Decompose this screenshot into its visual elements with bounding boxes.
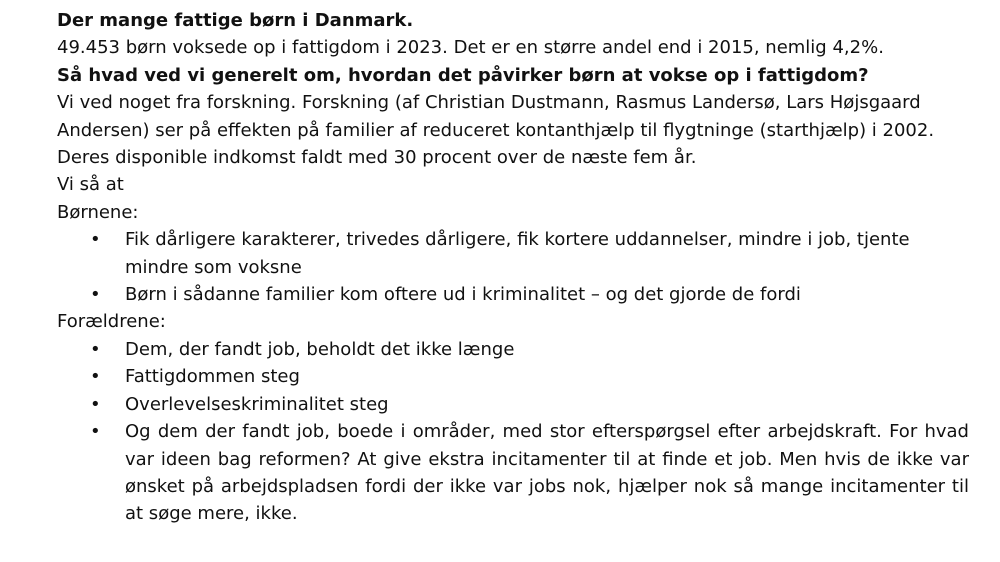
- heading-question: Så hvad ved vi generelt om, hvordan det påvirker børn at vokse op i fattigdom?: [57, 64, 869, 86]
- parents-label: Forældrene:: [57, 311, 166, 333]
- children-label: Børnene:: [57, 201, 139, 223]
- bullet-icon: •: [90, 421, 101, 443]
- list-item-text: Og dem der fandt job, boede i områder, med stor efterspørgsel efter arbejdskraft. For hvad var ideen bag reformen? At give ekstra incitamenter til at finde et job. Men hvis de ikke var ønsket på arbejdspladsen fordi der ikke var jobs nok, hjælper nok så mange incitamenter til at søge mere, ikke.: [125, 421, 969, 525]
- bullet-icon: •: [90, 393, 101, 415]
- statistic-line: 49.453 børn voksede op i fattigdom i 2023. Det er en større andel end i 2015, nemlig 4,2%.: [57, 37, 884, 59]
- heading-poverty: Der mange fattige børn i Danmark.: [57, 10, 414, 31]
- list-item: [57, 336, 969, 363]
- research-line-3: Deres disponible indkomst faldt med 30 procent over de næste fem år.: [57, 147, 697, 169]
- parents-list: [57, 336, 977, 528]
- list-item: [57, 226, 969, 281]
- list-item-text: Dem, der fandt job, beholdt det ikke længe: [125, 338, 515, 360]
- list-item-text: Overlevelseskriminalitet steg: [125, 393, 389, 415]
- bullet-icon: •: [90, 229, 101, 251]
- list-item-text: Fattigdommen steg: [125, 366, 300, 388]
- list-item-text: Børn i sådanne familier kom oftere ud i kriminalitet – og det gjorde de fordi: [125, 284, 801, 306]
- bullet-icon: •: [90, 366, 101, 388]
- list-item: [57, 391, 969, 418]
- bullet-icon: •: [90, 284, 101, 306]
- list-item-text: Fik dårligere karakterer, trivedes dårligere, fik kortere uddannelser, mindre i job, tjente mindre som voksne: [125, 229, 910, 278]
- findings-intro: Vi så at: [57, 174, 124, 196]
- research-line-1: Vi ved noget fra forskning. Forskning (af Christian Dustmann, Rasmus Landersø, Lars Højsgaard: [57, 92, 921, 114]
- list-item: [57, 363, 969, 390]
- document-body: [57, 7, 977, 528]
- list-item: [57, 281, 969, 308]
- research-line-2: Andersen) ser på effekten på familier af reduceret kontanthjælp til flygtninge (starthjælp) i 2002.: [57, 119, 935, 141]
- children-list: [57, 226, 977, 308]
- bullet-icon: •: [90, 338, 101, 360]
- list-item: [57, 418, 969, 528]
